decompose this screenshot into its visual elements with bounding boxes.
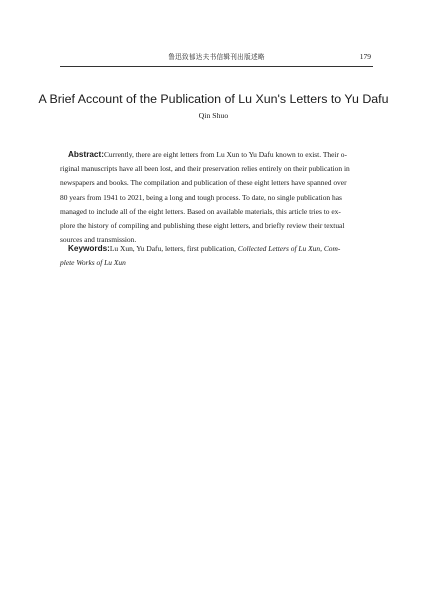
abstract-line: managed to include all of the eight letters. Based on available materials, this article tries to ex- bbox=[60, 206, 341, 216]
keyword-complete-works-part1: Com- bbox=[323, 244, 341, 253]
keywords-label: Keywords bbox=[68, 244, 108, 253]
running-header bbox=[60, 52, 373, 67]
abstract-separator: : bbox=[101, 150, 104, 159]
keywords-separator-2: , bbox=[320, 244, 324, 253]
abstract-line: riginal manuscripts have all been lost, and their preservation relies entirely on their publication in bbox=[60, 164, 350, 174]
abstract-line: 80 years from 1941 to 2021, being a long and tough process. To date, no single publication has bbox=[60, 192, 342, 202]
abstract-line: plore the history of compiling and publishing these eight letters, and briefly review their textual bbox=[60, 221, 345, 231]
keywords-plain: Lu Xun, Yu Dafu, letters, first publication, bbox=[109, 244, 238, 253]
running-title: 鲁迅致郁达夫书信辑刊出版述略 bbox=[168, 53, 265, 61]
abstract-first-line bbox=[60, 150, 347, 159]
abstract-label: Abstract bbox=[68, 150, 102, 159]
keywords-separator: : bbox=[107, 244, 110, 253]
keywords-paragraph bbox=[60, 242, 373, 270]
abstract-line: Currently, there are eight letters from Lu Xun to Yu Dafu known to exist. Their o- bbox=[103, 150, 347, 159]
article-title: A Brief Account of the Publication of Lu Xun's Letters to Yu Dafu bbox=[38, 92, 389, 106]
abstract-line: newspapers and books. The compilation and publication of these eight letters have spanned over bbox=[60, 178, 347, 188]
abstract-line: sources and transmission. bbox=[60, 235, 137, 245]
author-name: Qin Shuo bbox=[198, 111, 229, 120]
keyword-collected-letters: Collected Letters of Lu Xun bbox=[237, 244, 321, 253]
keyword-complete-works-part2: plete Works of Lu Xun bbox=[60, 258, 126, 268]
abstract-paragraph bbox=[60, 148, 373, 247]
page-number: 179 bbox=[359, 52, 371, 61]
